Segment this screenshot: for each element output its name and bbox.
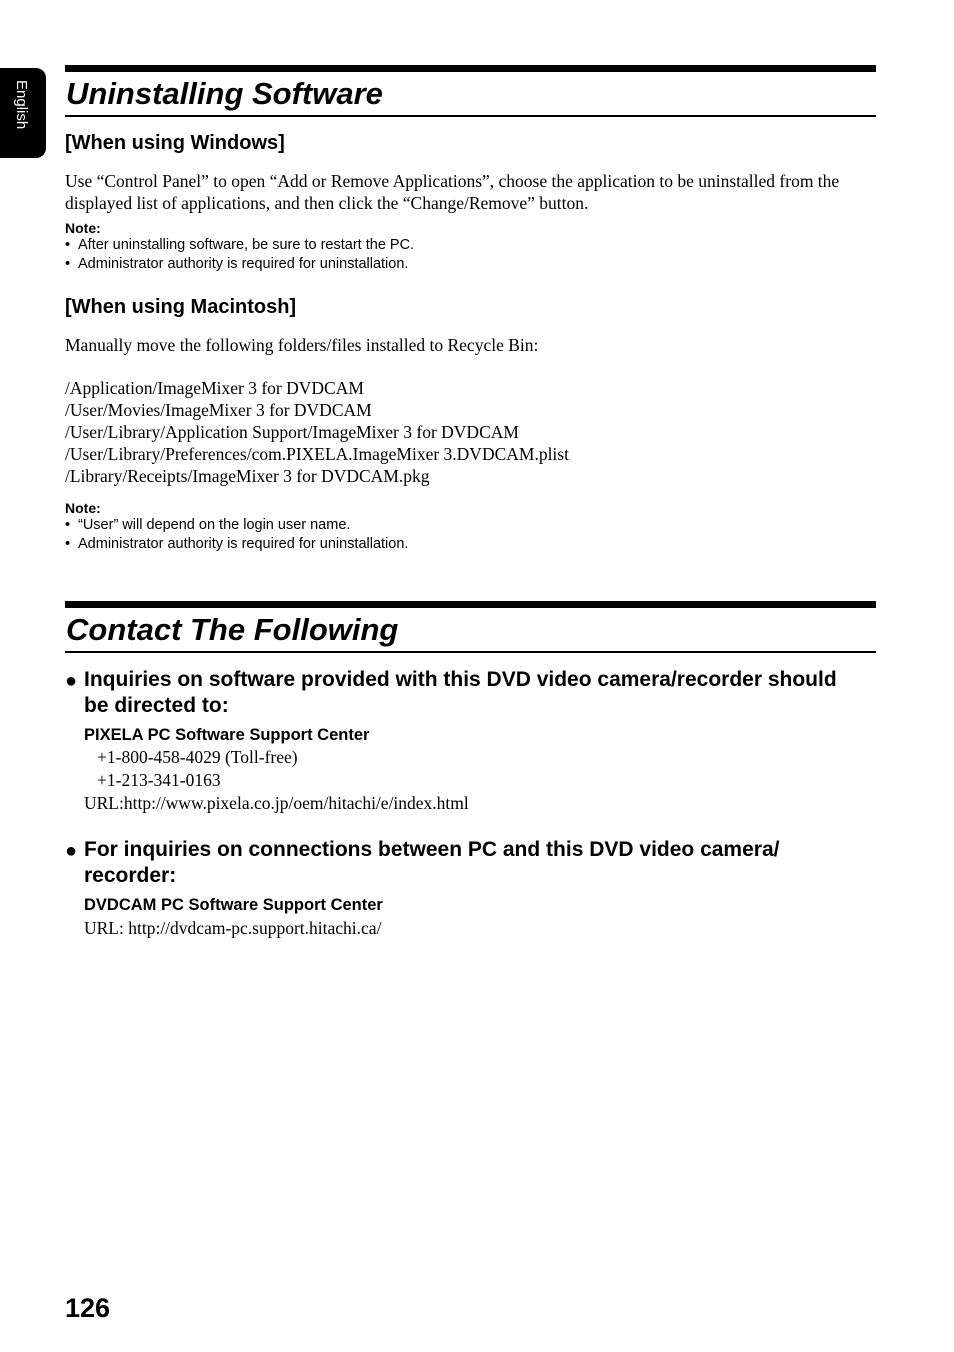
bullet-icon: ● — [65, 840, 78, 862]
windows-note-list — [65, 236, 414, 274]
section2-top-rule — [65, 601, 876, 608]
section2-title: Contact The Following — [66, 612, 399, 647]
mac-note-list — [65, 516, 408, 554]
inquiry-connection-heading-text: For inquiries on connections between PC and this DVD video camera/ recorder: — [84, 838, 780, 887]
page-number: 126 — [65, 1293, 111, 1323]
language-tab — [0, 68, 46, 158]
section1-bottom-rule — [65, 115, 876, 117]
pixela-url: URL:http://www.pixela.co.jp/oem/hitachi/e/index.html — [84, 793, 469, 813]
dvdcam-url: URL: http://dvdcam-pc.support.hitachi.ca/ — [84, 918, 382, 938]
section1-top-rule — [65, 65, 876, 72]
inquiry-software-heading-text: Inquiries on software provided with this DVD video camera/recorder should be directed to: — [84, 668, 837, 717]
mac-path-list — [65, 377, 569, 487]
list-item: /User/Library/Application Support/ImageMixer 3 for DVDCAM — [65, 422, 519, 442]
windows-heading: [When using Windows] — [65, 132, 285, 154]
list-item: /Library/Receipts/ImageMixer 3 for DVDCAM.pkg — [65, 466, 430, 486]
bullet-icon: ● — [65, 670, 78, 692]
list-item: • After uninstalling software, be sure to restart the PC. — [65, 236, 414, 255]
pixela-center-name: PIXELA PC Software Support Center — [84, 726, 370, 744]
list-item: • Administrator authority is required for uninstallation. — [65, 255, 414, 274]
list-item: • Administrator authority is required for uninstallation. — [65, 535, 408, 554]
pixela-phone: +1-213-341-0163 — [97, 770, 221, 790]
windows-note-label: Note: — [65, 220, 101, 236]
section1-title: Uninstalling Software — [66, 76, 383, 111]
language-tab-label: English — [13, 80, 30, 130]
dvdcam-center-name: DVDCAM PC Software Support Center — [84, 896, 383, 914]
inquiry-software-heading — [65, 667, 865, 719]
mac-heading: [When using Macintosh] — [65, 296, 297, 318]
inquiry-connection-heading — [65, 837, 865, 889]
list-item: /User/Library/Preferences/com.PIXELA.ImageMixer 3.DVDCAM.plist — [65, 444, 569, 464]
mac-instructions: Manually move the following folders/files installed to Recycle Bin: — [65, 335, 539, 355]
list-item: /Application/ImageMixer 3 for DVDCAM — [65, 378, 364, 398]
pixela-phone-tollfree: +1-800-458-4029 (Toll-free) — [97, 747, 298, 767]
section2-bottom-rule — [65, 651, 876, 653]
windows-instructions: Use “Control Panel” to open “Add or Remove Applications”, choose the application to be uninstalled from the displayed list of applications, and then click the “Change/Remove” button. — [65, 171, 840, 213]
mac-note-label: Note: — [65, 500, 101, 516]
list-item: • “User” will depend on the login user name. — [65, 516, 408, 535]
list-item: /User/Movies/ImageMixer 3 for DVDCAM — [65, 400, 372, 420]
